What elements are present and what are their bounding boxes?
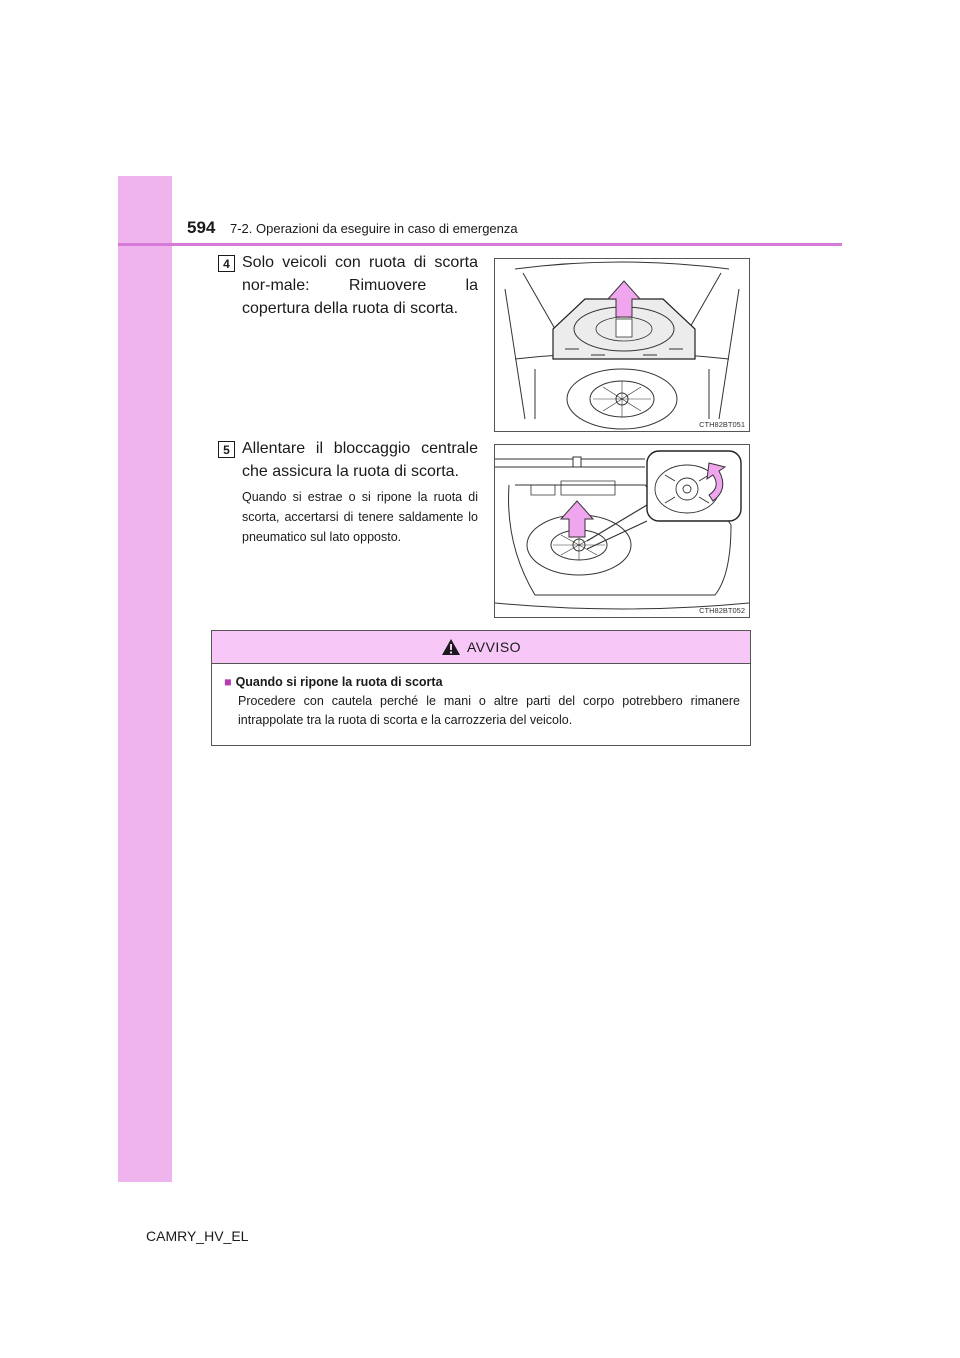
- step-4-text: Solo veicoli con ruota di scorta nor-male: Rimuovere la copertura della ruota di scorta.: [242, 254, 478, 317]
- figure-spare-wheel-cover: [494, 258, 750, 432]
- step-5-text: Allentare il bloccaggio centrale che assicura la ruota di scorta.: [242, 440, 478, 480]
- central-lock-illustration: [495, 445, 749, 617]
- warning-item: [224, 673, 740, 692]
- step-5-note: Quando si estrae o si ripone la ruota di scorta, accertarsi di tenere saldamente lo pneumatico sul lato opposto.: [242, 490, 478, 544]
- step-badge-5: 5: [218, 441, 235, 458]
- warning-heading: Quando si ripone la ruota di scorta: [235, 675, 443, 689]
- square-bullet-icon: ■: [224, 675, 232, 689]
- header-rule: [118, 243, 842, 246]
- step-badge-4: 4: [218, 255, 235, 272]
- section-title: 7-2. Operazioni da eseguire in caso di emergenza: [230, 221, 518, 236]
- sidebar-tab: [118, 176, 172, 1182]
- figure-code: CTH82BT052: [699, 606, 745, 615]
- warning-body: [212, 664, 750, 730]
- warning-text: Procedere con cautela perché le mani o altre parti del corpo potrebbero rimanere intrappolate tra la ruota di scorta e la carrozzeria del veicolo.: [238, 694, 740, 727]
- trunk-cover-illustration: [495, 259, 749, 431]
- footer-code: CAMRY_HV_EL: [146, 1228, 249, 1244]
- warning-header: [212, 631, 750, 664]
- figure-central-lock: [494, 444, 750, 618]
- warning-triangle-icon: [441, 638, 461, 656]
- warning-title: AVVISO: [466, 639, 522, 655]
- warning-box: [211, 630, 751, 746]
- figure-code: CTH82BT051: [699, 420, 745, 429]
- page-number: 594: [187, 218, 216, 237]
